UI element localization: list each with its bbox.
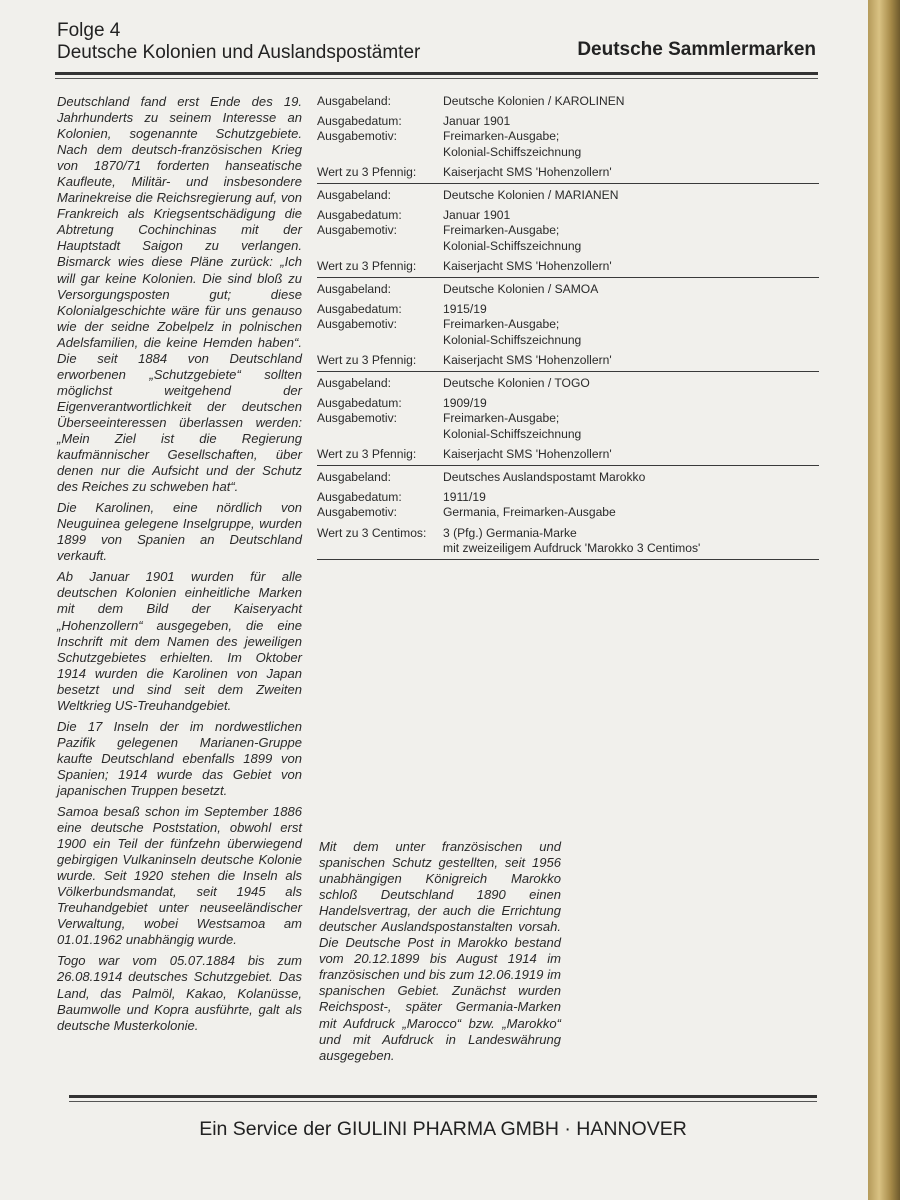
label-ausgabeland: Ausgabeland:	[317, 376, 391, 391]
label-ausgabedatum: Ausgabedatum:	[317, 302, 402, 317]
footer-rule-thick	[69, 1095, 817, 1098]
value-wert-line2: mit zweizeiligem Aufdruck 'Marokko 3 Centimos'	[443, 540, 701, 555]
label-wert: Wert zu 3 Pfennig:	[317, 164, 417, 179]
header-rule-thin	[55, 78, 818, 79]
marokko-history-text: Mit dem unter französischen und spanischen Schutz gestellten, seit 1956 unabhängigen Königreich Marokko schloß Deutschland 1890 einen Handelsvertrag, der auch die Errichtung deutscher Auslandspostanstalten vorsah. Die Deutsche Post in Marokko bestand vom 20.12.1899 bis August 1914 im französischen und bis zum 12.06.1919 im spanischen Gebiet. Zunächst wurden Reichspost-, später Germania-Marken mit Aufdruck „Marocco“ bzw. „Marokko“ und mit Aufdruck in Landeswährung ausgegeben.	[319, 839, 561, 1063]
value-ausgabeland: Deutsche Kolonien / SAMOA	[443, 282, 599, 297]
value-ausgabemotiv: Freimarken-Ausgabe;	[443, 223, 560, 238]
paragraph-karolinen: Die Karolinen, eine nördlich von Neuguinea gelegene Inselgruppe, wurden 1899 von Spanien an Deutschland verkauft.	[57, 500, 302, 564]
value-wert: 3 (Pfg.) Germania-Marke	[443, 525, 577, 540]
label-ausgabemotiv: Ausgabemotiv:	[317, 223, 397, 238]
entry-divider	[317, 371, 819, 372]
value-ausgabeland: Deutsches Auslandspostamt Marokko	[443, 470, 646, 485]
series-title: Deutsche Kolonien und Auslandspostämter	[57, 42, 421, 63]
value-ausgabemotiv: Germania, Freimarken-Ausgabe	[443, 505, 616, 520]
label-ausgabeland: Ausgabeland:	[317, 470, 391, 485]
stamp-entry-marianen	[317, 188, 819, 274]
paragraph-marianen: Die 17 Inseln der im nordwestlichen Pazifik gelegenen Marianen-Gruppe kaufte Deutschland ebenfalls 1899 von Spanien; 1914 wurde das Gebiet von japanischen Truppen besetzt.	[57, 718, 302, 798]
brand-title: Deutsche Sammlermarken	[577, 39, 816, 60]
label-wert: Wert zu 3 Pfennig:	[317, 446, 417, 461]
value-wert: Kaiserjacht SMS 'Hohenzollern'	[443, 258, 612, 273]
footer-sponsor: Ein Service der GIULINI PHARMA GMBH · HANNOVER	[199, 1118, 687, 1140]
stamp-entry-karolinen	[317, 94, 819, 180]
label-ausgabedatum: Ausgabedatum:	[317, 114, 402, 129]
picture-frame-edge	[868, 0, 900, 1200]
value-ausgabedatum: Januar 1901	[443, 208, 511, 223]
label-ausgabeland: Ausgabeland:	[317, 94, 391, 108]
value-ausgabemotiv: Freimarken-Ausgabe;	[443, 317, 560, 332]
label-wert: Wert zu 3 Pfennig:	[317, 258, 417, 273]
paragraph-togo: Togo war vom 05.07.1884 bis zum 26.08.1914 deutsches Schutzgebiet. Das Land, das Palmöl, Kakao, Kolanüsse, Baumwolle und Kopra ausführte, galt als deutsche Musterkolonie.	[57, 953, 302, 1033]
entry-divider	[317, 183, 819, 184]
value-ausgabemotiv-line2: Kolonial-Schiffszeichnung	[443, 332, 582, 347]
value-ausgabemotiv: Freimarken-Ausgabe;	[443, 411, 560, 426]
label-ausgabedatum: Ausgabedatum:	[317, 208, 402, 223]
label-wert: Wert zu 3 Pfennig:	[317, 352, 417, 367]
value-wert: Kaiserjacht SMS 'Hohenzollern'	[443, 446, 612, 461]
stamp-entry-samoa	[317, 282, 819, 368]
value-ausgabemotiv-line2: Kolonial-Schiffszeichnung	[443, 144, 582, 159]
stamp-entry-togo	[317, 376, 819, 462]
value-ausgabemotiv-line2: Kolonial-Schiffszeichnung	[443, 238, 582, 253]
footer-rule-thin	[69, 1101, 817, 1102]
history-text-column	[57, 94, 302, 1039]
value-ausgabedatum: 1911/19	[443, 490, 486, 505]
entry-divider	[317, 277, 819, 278]
value-wert: Kaiserjacht SMS 'Hohenzollern'	[443, 164, 612, 179]
header-rule-thick	[55, 72, 818, 75]
value-ausgabedatum: 1915/19	[443, 302, 487, 317]
label-ausgabedatum: Ausgabedatum:	[317, 396, 402, 411]
label-wert: Wert zu 3 Centimos:	[317, 525, 427, 540]
value-ausgabeland: Deutsche Kolonien / MARIANEN	[443, 188, 619, 203]
label-ausgabeland: Ausgabeland:	[317, 188, 391, 203]
value-wert: Kaiserjacht SMS 'Hohenzollern'	[443, 352, 612, 367]
series-number: Folge 4	[57, 20, 121, 41]
paragraph-samoa: Samoa besaß schon im September 1886 eine deutsche Poststation, obwohl erst 1900 ein Teil der fünfzehn überwiegend gebirgigen Vulkaninseln deutsche Kolonie wurde. Seit 1920 stehen die Inseln als Völkerbundsmandat, seit 1945 als Treuhandgebiet unter neuseeländischer Verwaltung, wobei Westsamoa am 01.01.1962 unabhängig wurde.	[57, 804, 302, 948]
paragraph-hohenzollern: Ab Januar 1901 wurden für alle deutschen Kolonien einheitliche Marken mit dem Bild der Kaiseryacht „Hohenzollern“ ausgegeben, die eine Inschrift mit dem Namen des jeweiligen Schutzgebietes erhielten. Im Oktober 1914 wurden die Karolinen von Japan besetzt und sind seit dem Zweiten Weltkrieg US-Treuhandgebiet.	[57, 569, 302, 713]
paragraph-intro: Deutschland fand erst Ende des 19. Jahrhunderts zu seinem Interesse an Kolonien, sogenannte Schutzgebiete. Nach dem deutsch-französischen Krieg von 1870/71 forderten hanseatische Kaufleute, Militär- und insbesondere Marinekreise die Reichsregierung auf, von Frankreich als Kriegsentschädigung die Abtretung Cochinchinas mit der Hauptstadt Saigon zu verlangen. Bismarck wies diese Pläne zurück: „Ich will gar keine Kolonien. Die sind bloß zu Versorgungsposten gut; diese Kolonialgeschichte wäre für uns genauso wie der seidne Zobelpelz in polnischen Adelsfamilien, die keine Hemden haben“. Die seit 1884 von Deutschland erworbenen „Schutzgebiete“ sollten möglichst weitgehend der Eigenverantwortlichkeit der deutschen Überseeinteressen überlassen werden: „Mein Ziel ist die Regierung kaufmännischer Gesellschaften, über denen nur die Aufsicht und der Schutz des Reiches zu schweben hat“.	[57, 94, 302, 495]
label-ausgabeland: Ausgabeland:	[317, 282, 391, 297]
label-ausgabemotiv: Ausgabemotiv:	[317, 411, 397, 426]
value-ausgabeland: Deutsche Kolonien / TOGO	[443, 376, 590, 391]
label-ausgabemotiv: Ausgabemotiv:	[317, 317, 397, 332]
value-ausgabedatum: Januar 1901	[443, 114, 511, 129]
label-ausgabemotiv: Ausgabemotiv:	[317, 129, 397, 144]
entry-divider	[317, 559, 819, 560]
value-ausgabedatum: 1909/19	[443, 396, 487, 411]
stamp-entry-marokko	[317, 470, 819, 556]
value-ausgabemotiv: Freimarken-Ausgabe;	[443, 129, 560, 144]
label-ausgabemotiv: Ausgabemotiv:	[317, 505, 397, 520]
stamp-issue-list	[317, 94, 819, 564]
label-ausgabedatum: Ausgabedatum:	[317, 490, 402, 505]
value-ausgabemotiv-line2: Kolonial-Schiffszeichnung	[443, 426, 582, 441]
value-ausgabeland: Deutsche Kolonien / KAROLINEN	[443, 94, 625, 108]
entry-divider	[317, 465, 819, 466]
